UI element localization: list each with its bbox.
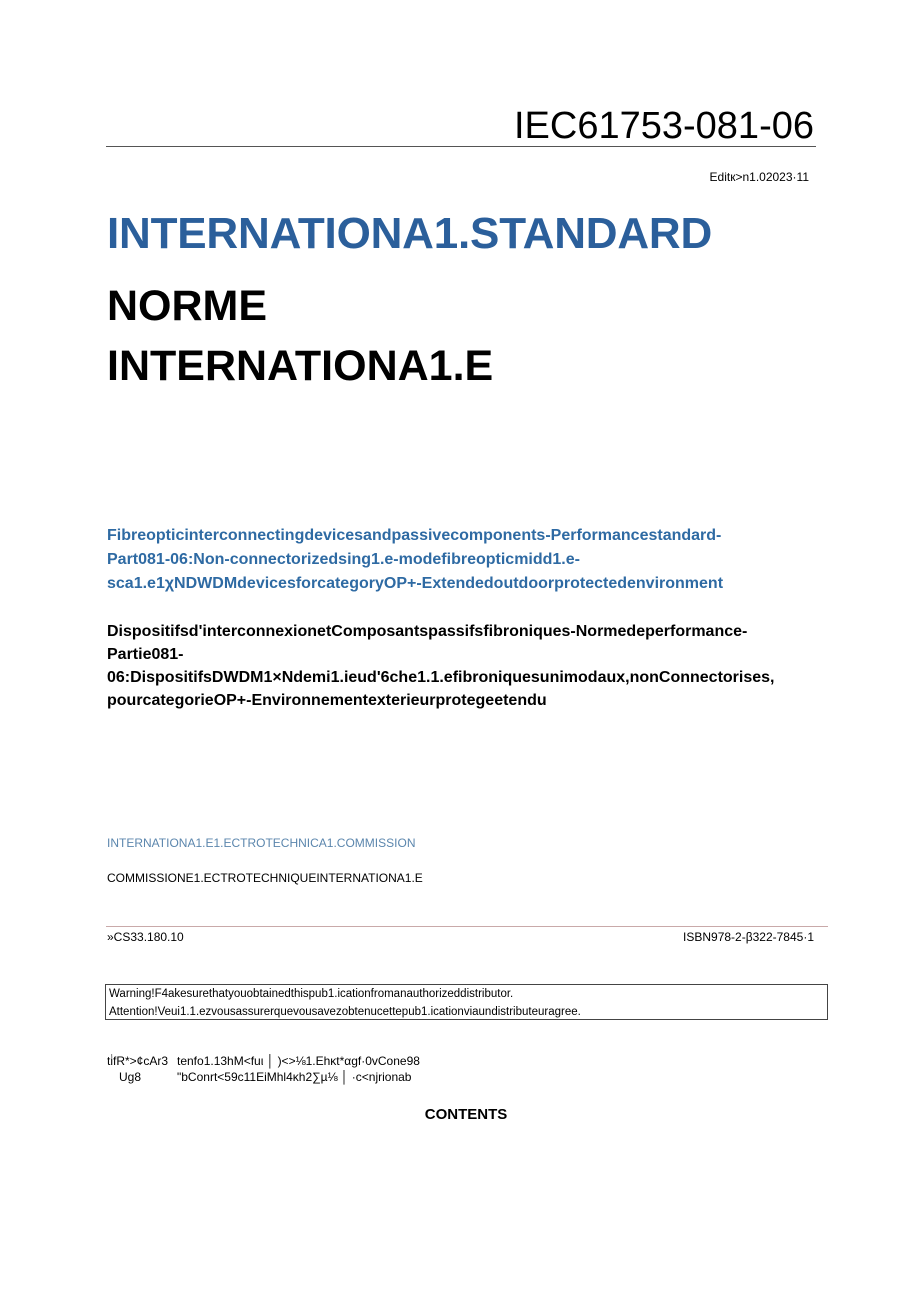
subtitle-en-line: sca1.e1χNDWDMdevicesforcategoryOP+-Extendedoutdoorprotectedenvironment xyxy=(107,575,724,592)
subtitle-fr-line: pourcategorieOP+-Environnementexterieurprotegeetendu xyxy=(107,692,547,709)
identifier-divider xyxy=(106,926,828,927)
subtitle-en-line: Fibreopticinterconnectingdevicesandpassivecomponents-Performancestandard- xyxy=(107,527,722,544)
attention-text: Attention!Veui1.1.ezvousassurerquevousavezobtenucettepub1.icationviaundistributeuragree. xyxy=(109,1006,581,1018)
isbn-code: ISBN978-2-β322-7845·1 xyxy=(683,930,814,944)
trademark-line-right: "bConrt<59c11EiMhl4κh2∑µ⅛ │ ·c<njrionab xyxy=(177,1070,412,1084)
subtitle-fr-line: Partie081- xyxy=(107,646,184,663)
trademark-line-right: tenfo1.13hM<fuι │ )<>⅛1.Ehκt*αgf·0vCone98 xyxy=(177,1054,420,1068)
title-norme-line2: INTERNATIONA1.E xyxy=(107,342,494,390)
warning-text: Warning!F4akesurethatyouobtainedthispub1.icationfromanauthorizeddistributor. xyxy=(109,988,514,1000)
edition-info: Editк>n1.02023·11 xyxy=(709,170,809,184)
title-norme-line1: NORME xyxy=(107,282,268,330)
document-number: IEC61753-081-06 xyxy=(514,105,814,147)
subtitle-en-line: Part081-06:Non-connectorizedsing1.e-modefibreopticmidd1.e- xyxy=(107,551,580,568)
distributor-notice-box xyxy=(105,984,828,1020)
contents-heading: CONTENTS xyxy=(424,1106,508,1123)
subtitle-fr-line: 06:DispositifsDWDM1×Ndemi1.ieud'6che1.1.efibroniquesunimodaux,nonConnectorises, xyxy=(107,669,775,686)
commission-name-en: INTERNATIONA1.E1.ECTROTECHNICA1.COMMISSION xyxy=(107,836,416,850)
header-divider xyxy=(106,146,816,147)
ics-code: »CS33.180.10 xyxy=(107,930,184,944)
title-international-standard: INTERNATIONA1.STANDARD xyxy=(107,209,713,258)
subtitle-fr-line: Dispositifsd'interconnexionetComposantspassifsfibroniques-Normedeperformance- xyxy=(107,623,748,640)
trademark-line-left: Ug8 xyxy=(119,1070,142,1084)
trademark-line-left: ti̇fR*>¢cAr3 xyxy=(107,1054,169,1068)
commission-name-fr: COMMISSIONE1.ECTROTECHNIQUEINTERNATIONA1.E xyxy=(107,871,423,885)
